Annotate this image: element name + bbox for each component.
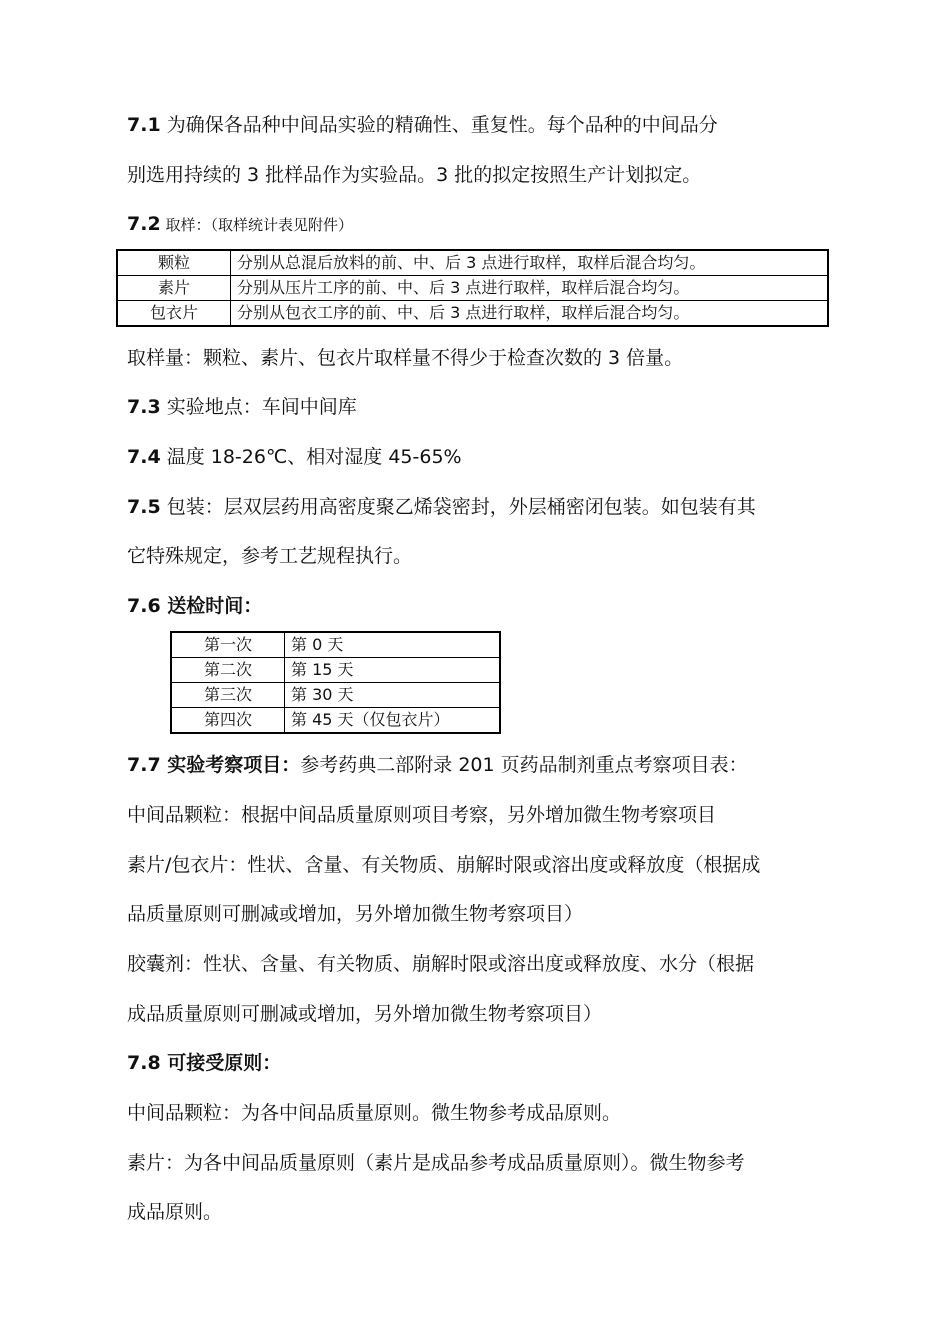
section-7-5-line-2: 它特殊规定，参考工艺规程执行。 bbox=[127, 545, 413, 567]
table-cell: 第三次 bbox=[171, 683, 285, 708]
table-cell: 素片 bbox=[117, 276, 231, 301]
section-7-4 bbox=[127, 444, 462, 470]
section-text: 参考药典二部附录 201 页药品制剂重点考察项目表： bbox=[300, 754, 748, 776]
section-7-6-heading: 7.6 送检时间： bbox=[127, 595, 263, 617]
table-row bbox=[117, 276, 828, 301]
section-7-5-line-1 bbox=[127, 494, 756, 520]
section-number: 7.3 bbox=[127, 396, 161, 418]
table-row bbox=[171, 708, 500, 734]
table-cell: 分别从总混后放料的前、中、后 3 点进行取样，取样后混合均匀。 bbox=[231, 250, 829, 276]
section-7-7-paragraph-1: 中间品颗粒：根据中间品质量原则项目考察，另外增加微生物考察项目 bbox=[127, 804, 717, 826]
table-cell: 第四次 bbox=[171, 708, 285, 734]
table-row bbox=[171, 683, 500, 708]
table-cell: 第 0 天 bbox=[285, 632, 501, 658]
table-cell: 分别从包衣工序的前、中、后 3 点进行取样，取样后混合均匀。 bbox=[231, 301, 829, 327]
sampling-quantity: 取样量：颗粒、素片、包衣片取样量不得少于检查次数的 3 倍量。 bbox=[127, 347, 684, 369]
section-text: 为确保各品种中间品实验的精确性、重复性。每个品种的中间品分 bbox=[160, 114, 718, 136]
section-7-8-heading: 7.8 可接受原则： bbox=[127, 1052, 282, 1074]
table-cell: 颗粒 bbox=[117, 250, 231, 276]
section-text: 温度 18-26℃、相对湿度 45-65% bbox=[160, 446, 462, 468]
section-number: 7.2 bbox=[127, 213, 161, 235]
section-7-7-heading bbox=[127, 752, 748, 778]
section-7-2-heading bbox=[127, 211, 353, 238]
table-cell: 包衣片 bbox=[117, 301, 231, 327]
section-number: 7.4 bbox=[127, 446, 161, 468]
section-number: 7.1 bbox=[127, 114, 161, 136]
section-7-7-paragraph-3-line-1: 胶囊剂：性状、含量、有关物质、崩解时限或溶出度或释放度、水分（根据 bbox=[127, 953, 755, 975]
table-cell: 第 45 天（仅包衣片） bbox=[285, 708, 501, 734]
table-row bbox=[171, 632, 500, 658]
table-cell: 第 15 天 bbox=[285, 658, 501, 683]
table-cell: 第 30 天 bbox=[285, 683, 501, 708]
sampling-table bbox=[116, 249, 829, 327]
section-number: 7.5 bbox=[127, 496, 161, 518]
section-7-8-paragraph-2-line-1: 素片：为各中间品质量原则（素片是成品参考成品质量原则）。微生物参考 bbox=[127, 1152, 745, 1174]
section-7-1-line-1 bbox=[127, 112, 718, 138]
table-cell: 第一次 bbox=[171, 632, 285, 658]
table-row bbox=[117, 250, 828, 276]
table-row bbox=[171, 658, 500, 683]
section-7-7-paragraph-2-line-1: 素片/包衣片：性状、含量、有关物质、崩解时限或溶出度或释放度（根据成 bbox=[127, 854, 761, 876]
table-row bbox=[117, 301, 828, 327]
table-cell: 第二次 bbox=[171, 658, 285, 683]
table-cell: 分别从压片工序的前、中、后 3 点进行取样，取样后混合均匀。 bbox=[231, 276, 829, 301]
section-7-7-paragraph-2-line-2: 品质量原则可删减或增加，另外增加微生物考察项目） bbox=[127, 903, 584, 925]
inspection-schedule-table bbox=[170, 631, 501, 734]
section-7-8-paragraph-2-line-2: 成品原则。 bbox=[127, 1201, 223, 1223]
section-7-7-paragraph-3-line-2: 成品质量原则可删减或增加，另外增加微生物考察项目） bbox=[127, 1003, 603, 1025]
section-7-3 bbox=[127, 394, 357, 420]
section-text: 取样：（取样统计表见附件） bbox=[160, 216, 353, 234]
section-text: 包装：层双层药用高密度聚乙烯袋密封，外层桶密闭包装。如包装有其 bbox=[160, 496, 756, 518]
section-heading: 7.7 实验考察项目： bbox=[127, 754, 301, 776]
section-7-1-line-2: 别选用持续的 3 批样品作为实验品。3 批的拟定按照生产计划拟定。 bbox=[127, 164, 702, 186]
section-7-8-paragraph-1: 中间品颗粒：为各中间品质量原则。微生物参考成品原则。 bbox=[127, 1102, 622, 1124]
section-text: 实验地点：车间中间库 bbox=[160, 396, 357, 418]
